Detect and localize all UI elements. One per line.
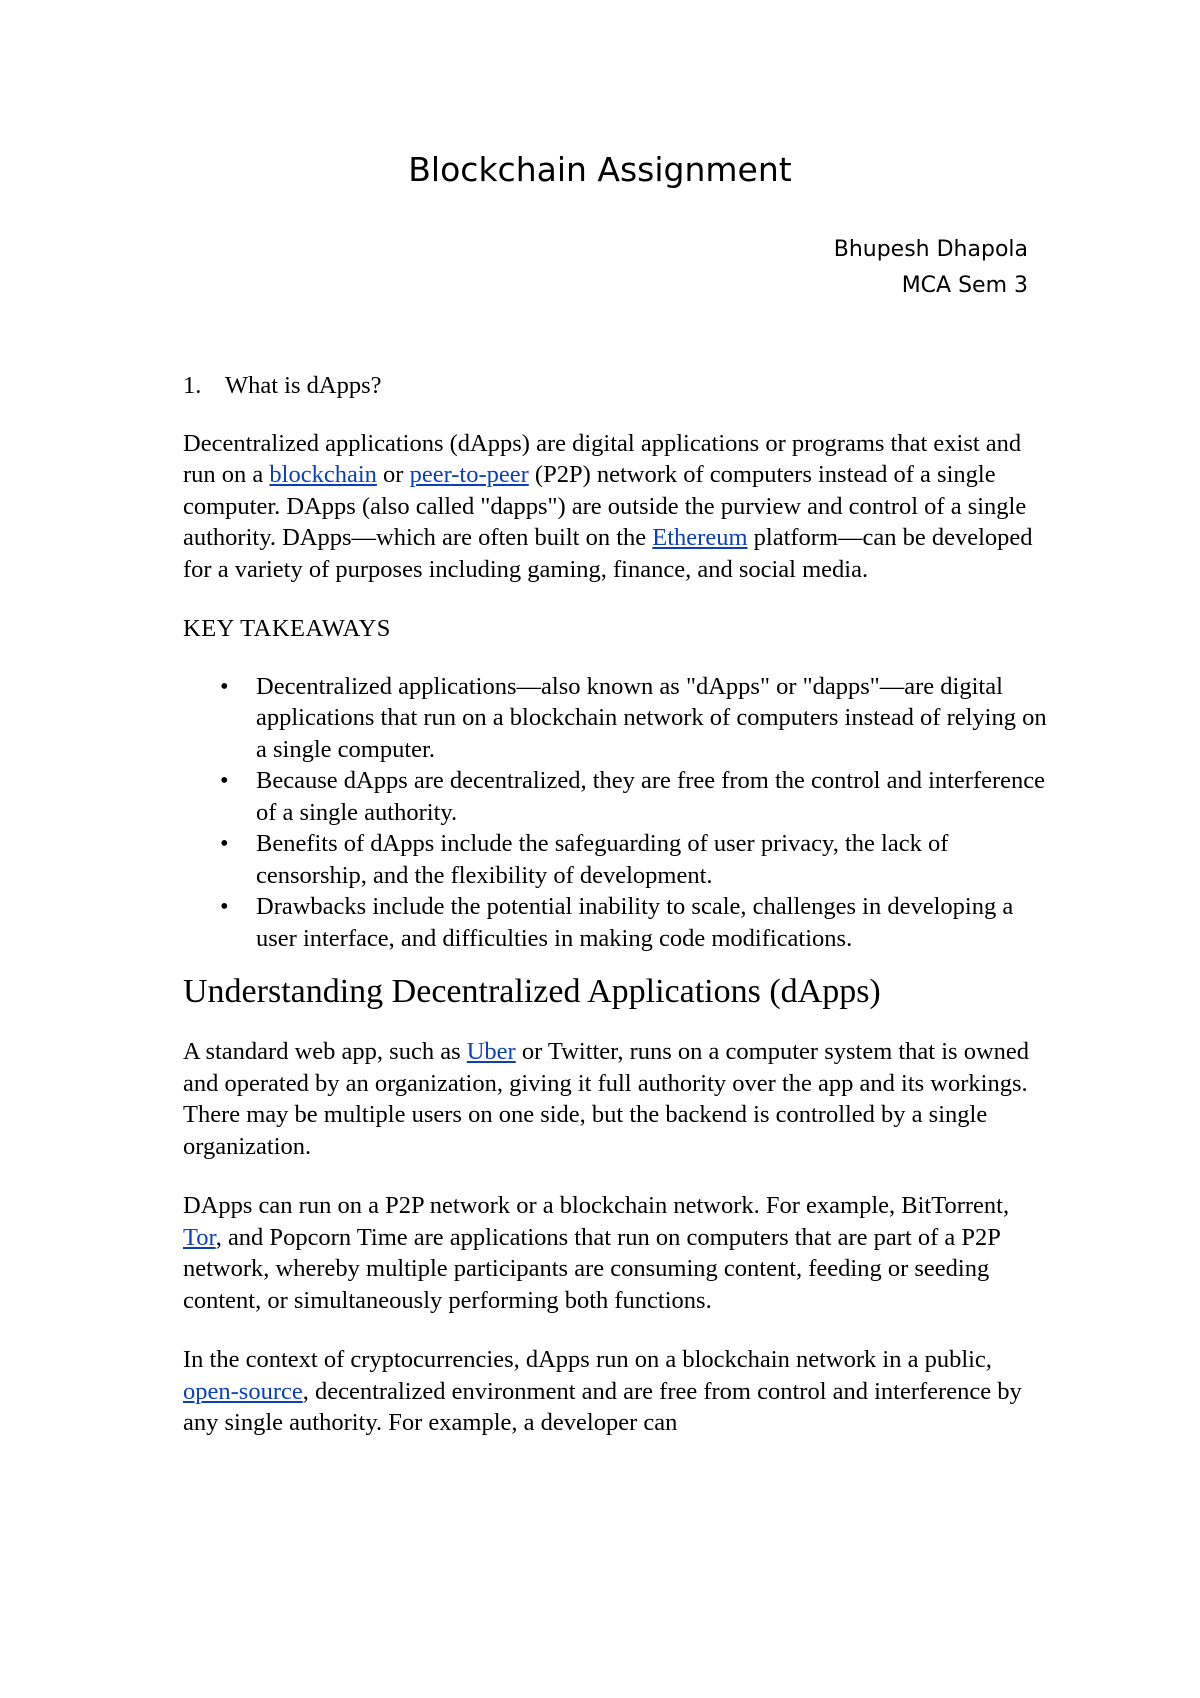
tor-link[interactable]: Tor <box>183 1223 216 1251</box>
section-p1-text-1: A standard web app, such as <box>183 1038 467 1065</box>
intro-text-4: platform—can be developed for a variety of purposes including gaming, finance, and social media. <box>183 524 1033 583</box>
list-item <box>183 765 1053 828</box>
list-item-text: Drawbacks include the potential inability to scale, challenges in developing a user interface, and difficulties in making code modifications. <box>256 893 1014 952</box>
author-class: MCA Sem 3 <box>901 273 1028 298</box>
list-item <box>183 671 1053 766</box>
section-paragraph-3 <box>183 1344 1053 1439</box>
section-p1-text-2: or Twitter, runs on a computer system that is owned and operated by an organization, giving it full authority over the app and its workings. There may be multiple users on one side, but the backend is controlled by a single organization. <box>183 1038 1030 1160</box>
question-heading <box>183 370 1053 402</box>
section-paragraph-2 <box>183 1190 1053 1316</box>
list-item <box>183 891 1053 954</box>
peer-to-peer-link[interactable]: peer-to-peer <box>409 461 529 488</box>
section-p3-text-1: In the context of cryptocurrencies, dApps run on a blockchain network in a public, <box>183 1346 992 1373</box>
section-p3-text-2: , decentralized environment and are free from control and interference by any single authority. For example, a developer can <box>183 1377 1022 1436</box>
author-name: Bhupesh Dhapola <box>833 237 1028 262</box>
open-source-link[interactable]: open-source <box>183 1377 303 1405</box>
intro-paragraph <box>183 428 1053 586</box>
list-item-text: Decentralized applications—also known as "dApps" or "dapps"—are digital applications that run on a blockchain network of computers instead of relying on a single computer. <box>256 672 1047 763</box>
key-takeaways-list <box>183 671 1053 955</box>
list-item-text: Benefits of dApps include the safeguarding of user privacy, the lack of censorship, and the flexibility of development. <box>256 830 949 889</box>
intro-text-3: (P2P) network of computers instead of a single computer. DApps (also called "dapps") are outside the purview and control of a single authority. DApps—which are often built on the <box>183 461 1027 551</box>
intro-text-2: or <box>376 461 410 488</box>
question-text: What is dApps? <box>225 372 382 399</box>
bullet-icon: • <box>220 767 229 794</box>
question-number: 1. <box>183 372 202 399</box>
bullet-icon: • <box>220 672 229 700</box>
bullet-icon: • <box>220 830 229 857</box>
section-heading: Understanding Decentralized Applications (dApps) <box>183 973 881 1010</box>
section-p2-text-1: DApps can run on a P2P network or a blockchain network. For example, BitTorrent, <box>183 1192 1010 1219</box>
document-title: Blockchain Assignment <box>408 150 792 189</box>
author-block <box>834 232 1028 304</box>
blockchain-link[interactable]: blockchain <box>269 461 377 488</box>
ethereum-link[interactable]: Ethereum <box>652 524 748 551</box>
document-body <box>183 370 1053 1467</box>
bullet-icon: • <box>220 893 229 920</box>
section-p2-text-2: , and Popcorn Time are applications that run on computers that are part of a P2P network, whereby multiple participants are consuming content, feeding or seeding content, or simultaneously performing both functions. <box>183 1223 1000 1314</box>
section-paragraph-1 <box>183 1036 1053 1162</box>
list-item <box>183 828 1053 891</box>
intro-text-1: Decentralized applications (dApps) are digital applications or programs that exist and run on a <box>183 429 1022 488</box>
list-item-text: Because dApps are decentralized, they are free from the control and interference of a single authority. <box>256 767 1046 826</box>
key-takeaways-heading: KEY TAKEAWAYS <box>183 615 391 642</box>
uber-link[interactable]: Uber <box>466 1038 516 1065</box>
